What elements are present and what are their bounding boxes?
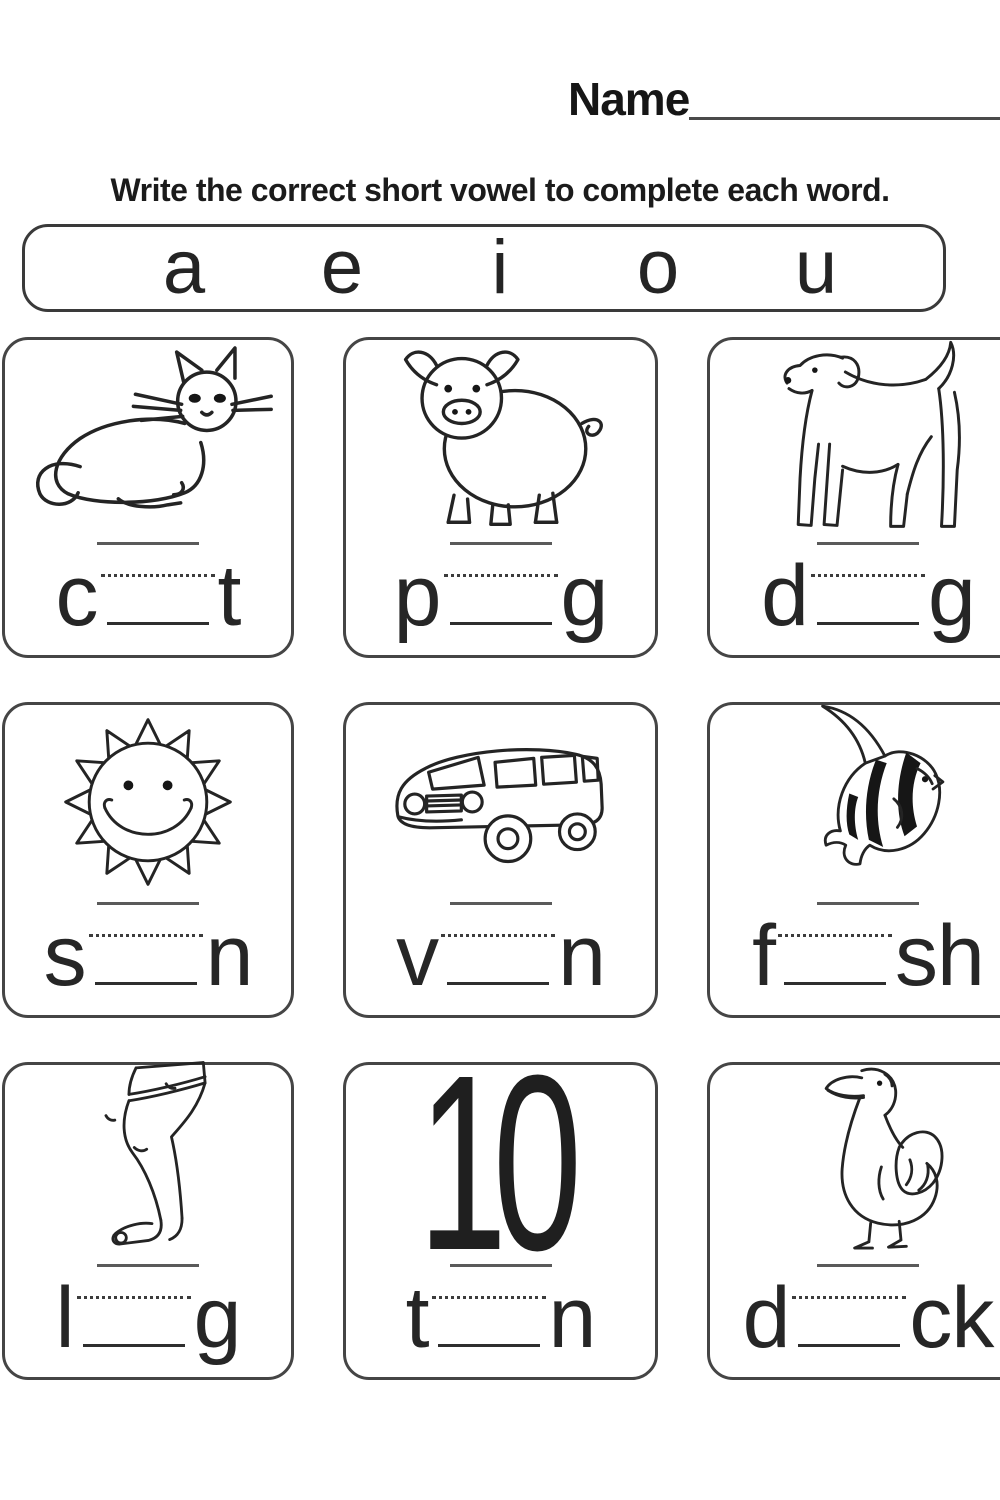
onset-letter: v (396, 908, 439, 1004)
vowel-u: u (794, 225, 838, 310)
word-card-leg (2, 1062, 294, 1380)
vowel-blank (83, 1298, 185, 1347)
picture-underline (817, 902, 919, 905)
vowel-blank (798, 1298, 900, 1347)
word-card-ten (343, 1022, 658, 1380)
vowel-a: a (162, 225, 206, 310)
name-row (568, 73, 1000, 125)
number-10-text: 10 (418, 1022, 569, 1302)
fish-image (710, 705, 1000, 898)
onset-letter: d (742, 1270, 790, 1366)
vowel-o: o (636, 225, 680, 310)
vowel-i: i (491, 225, 509, 310)
word-card-van (343, 702, 658, 1018)
coda-letter: n (558, 908, 605, 1004)
card-grid (2, 337, 1000, 1380)
name-label: Name (568, 73, 690, 125)
name-write-line (689, 117, 1000, 120)
onset-letter: l (55, 1270, 74, 1366)
pig-image (346, 340, 655, 538)
coda-letter: n (548, 1270, 596, 1366)
vowel-blank (95, 936, 197, 985)
cat-image (5, 340, 291, 538)
coda-letter: g (928, 548, 975, 644)
word-fish (752, 908, 984, 1004)
vowel-blank (817, 576, 919, 625)
vowel-blank (784, 936, 886, 985)
onset-letter: d (761, 548, 808, 644)
picture-underline (97, 1264, 199, 1267)
word-cat (55, 548, 241, 644)
coda-letter: t (217, 548, 241, 644)
word-leg (55, 1270, 241, 1366)
instruction-text: Write the correct short vowel to complete each word. (110, 172, 890, 208)
picture-underline (450, 902, 552, 905)
onset-letter: f (752, 908, 776, 1004)
duck-image (710, 1065, 1000, 1260)
picture-underline (817, 1264, 919, 1267)
word-dog (761, 548, 975, 644)
word-card-fish (707, 702, 1000, 1018)
coda-letter: sh (895, 908, 984, 1004)
picture-underline (97, 902, 199, 905)
coda-letter: ck (909, 1270, 994, 1366)
onset-letter: p (393, 548, 441, 644)
word-card-cat (2, 337, 294, 658)
word-van (396, 908, 605, 1004)
onset-letter: t (405, 1270, 429, 1366)
picture-underline (97, 542, 199, 545)
vowel-e: e (320, 225, 364, 310)
word-duck (742, 1270, 994, 1366)
dog-image (710, 340, 1000, 538)
leg-image (5, 1065, 291, 1260)
vowel-blank (107, 576, 209, 625)
coda-letter: g (560, 548, 608, 644)
onset-letter: c (55, 548, 98, 644)
number-10-image (346, 1022, 655, 1302)
word-card-sun (2, 702, 294, 1018)
word-card-pig (343, 337, 658, 658)
word-sun (43, 908, 253, 1004)
van-image (346, 705, 655, 898)
sun-image (5, 705, 291, 898)
picture-underline (450, 542, 552, 545)
word-card-duck (707, 1062, 1000, 1380)
coda-letter: n (205, 908, 253, 1004)
vowel-blank (438, 1298, 540, 1347)
vowel-blank (447, 936, 549, 985)
word-pig (393, 548, 608, 644)
vowel-blank (450, 576, 552, 625)
vowel-bank (22, 224, 946, 312)
onset-letter: s (43, 908, 86, 1004)
picture-underline (817, 542, 919, 545)
word-card-dog (707, 337, 1000, 658)
coda-letter: g (193, 1270, 241, 1366)
